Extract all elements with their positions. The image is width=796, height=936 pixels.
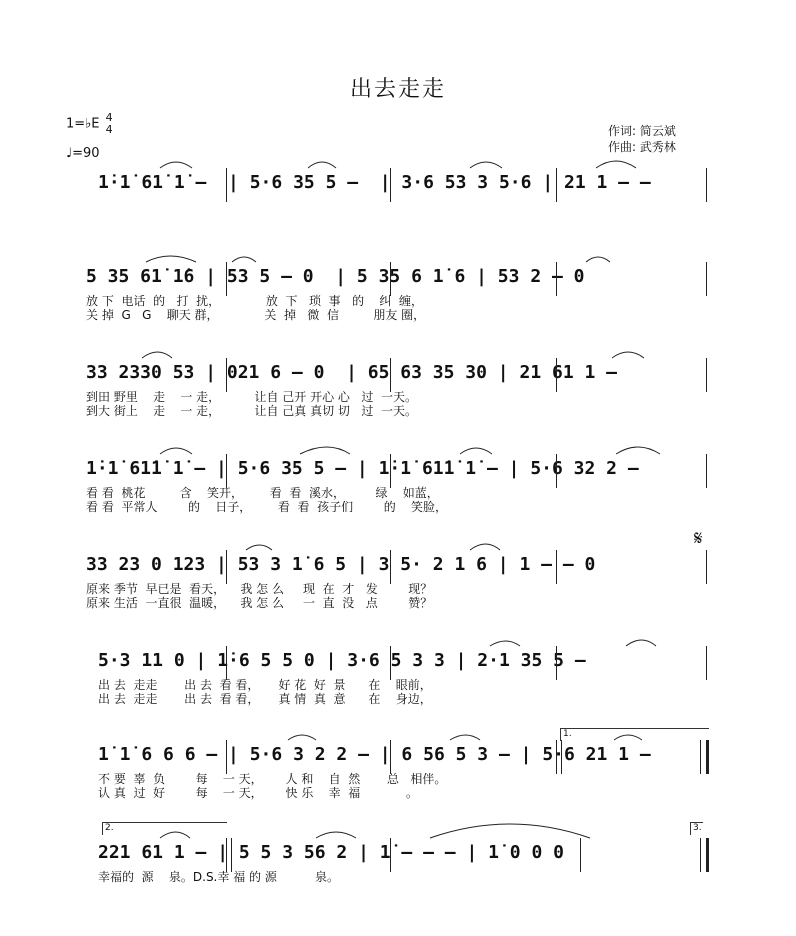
barline <box>706 454 707 488</box>
barline <box>706 550 707 584</box>
barline <box>556 358 557 392</box>
composer-credit: 作曲: 武秀林 <box>608 140 676 154</box>
notes-line: 5·3 11 0 | 1̇·6 5 5 0 | 3·6 5 3 3 | 2·1 35 5 – <box>98 650 586 671</box>
time-signature-top: 4 <box>105 111 113 124</box>
lyrics-verse-2: 出 去 走走 出 去 看 看， 真 情 真 意 在 身边， <box>98 692 432 706</box>
notes-line: 1̇·1̇ 61̇1̇ 1̇ – | 5·6 35 5 – | 1̇·1̇ 61̇1̇ 1̇ – | 5·6 32 2 – <box>86 458 639 479</box>
double-barline <box>226 838 232 872</box>
barline <box>390 454 391 488</box>
system-2 <box>0 262 796 342</box>
barline <box>556 168 557 202</box>
lyrics-verse-1: 放 下 电话 的 打 扰， 放 下 琐 事 的 纠 缠， <box>86 294 423 308</box>
time-signature-bottom: 4 <box>105 123 113 136</box>
lyrics-verse-1: 不 要 辜 负 每 一 天， 人 和 自 然 总 相伴。 <box>98 772 447 786</box>
lyrics-verse-2: 看 看 平常人 的 日子， 看 看 孩子们 的 笑脸， <box>86 500 447 514</box>
barline <box>390 550 391 584</box>
barline <box>390 646 391 680</box>
barline <box>390 168 391 202</box>
barline <box>556 550 557 584</box>
barline <box>706 262 707 296</box>
repeat-start-barline <box>556 740 562 774</box>
song-title: 出去走走 <box>349 77 446 102</box>
barline <box>556 454 557 488</box>
lyricist-credit: 作词: 简云斌 <box>608 124 676 138</box>
notes-line: 221 61 1 – | 5 5 3 56 2 | 1̇ – – – | 1̇ 0 0 0 <box>98 842 564 863</box>
lyrics-verse-1: 原来 季节 早已是 看天， 我 怎 么 现 在 才 发 现？ <box>86 582 433 596</box>
lyrics-verse-2: 原来 生活 一直很 温暖， 我 怎 么 一 直 没 点 赞？ <box>86 596 433 610</box>
slur <box>616 447 660 454</box>
barline <box>556 646 557 680</box>
volta-bracket-3: 3. <box>690 822 703 835</box>
barline <box>390 358 391 392</box>
barline <box>390 740 391 774</box>
barline <box>226 550 227 584</box>
repeat-end-barline <box>700 740 709 774</box>
barline <box>706 358 707 392</box>
barline <box>706 646 707 680</box>
notes-line: 1̇·1̇ 61̇ 1̇ – | 5·6 35 5 – | 3·6 53 3 5·6 | 21 1 – – <box>98 172 651 193</box>
system-6 <box>0 646 796 726</box>
barline <box>226 740 227 774</box>
barline <box>580 838 581 872</box>
barline <box>390 838 391 872</box>
barline <box>390 262 391 296</box>
lyrics-verse-1: 幸福的 源 泉。D.S.幸 福 的 源 泉。 <box>98 870 339 884</box>
key-label: 1=♭E <box>66 116 100 132</box>
lyrics-verse-1: 到田 野里 走 一 走， 让自 己开 开心 心 过 一天。 <box>86 390 417 404</box>
system-7 <box>0 740 796 820</box>
system-4 <box>0 454 796 534</box>
system-5 <box>0 550 796 630</box>
system-8 <box>0 838 796 918</box>
notes-line: 1̇ 1̇ 6 6 6 – | 5·6 3 2 2 – | 6 56 5 3 – | 5·6 21 1 – <box>98 744 651 765</box>
lyrics-verse-1: 出 去 走走 出 去 看 看， 好 花 好 景 在 眼前， <box>98 678 432 692</box>
segno-sign: 𝄋 <box>694 526 703 550</box>
system-3 <box>0 358 796 438</box>
barline <box>556 262 557 296</box>
final-barline <box>700 838 709 872</box>
lyrics-verse-2: 关 掉 G G 聊天 群， 关 掉 微 信 朋友 圈， <box>86 308 426 322</box>
notes-line: 33 2330 53 | 021 6 – 0 | 65 63 35 30 | 21 61 1 – <box>86 362 618 383</box>
barline <box>226 168 227 202</box>
barline <box>226 262 227 296</box>
tempo-marking: ♩=90 <box>66 146 100 161</box>
barline <box>226 646 227 680</box>
volta-bracket-1: 1. <box>560 728 709 741</box>
time-signature <box>106 112 113 136</box>
key-signature <box>66 112 113 136</box>
lyrics-verse-2: 认 真 过 好 每 一 天， 快 乐 幸 福 。 <box>98 786 419 800</box>
slur <box>430 824 590 838</box>
system-1 <box>0 168 796 248</box>
lyrics-verse-2: 到大 街上 走 一 走， 让自 己真 真切 切 过 一天。 <box>86 404 417 418</box>
barline <box>226 358 227 392</box>
barline <box>226 454 227 488</box>
slur <box>596 161 636 168</box>
volta-bracket-2: 2. <box>102 822 227 835</box>
notes-line: 5 35 61̇ 1̇6 | 53 5 – 0 | 5 35 6 1̇ 6 | 53 2 – 0 <box>86 266 585 287</box>
barline <box>706 168 707 202</box>
notes-line: 33 23 0 123 | 53 3 1̇ 6 5 | 3 5· 2 1 6 | 1 – – 0 <box>86 554 596 575</box>
slur <box>300 447 350 454</box>
lyrics-verse-1: 看 看 桃花 含 笑开， 看 看 溪水， 绿 如蓝， <box>86 486 439 500</box>
